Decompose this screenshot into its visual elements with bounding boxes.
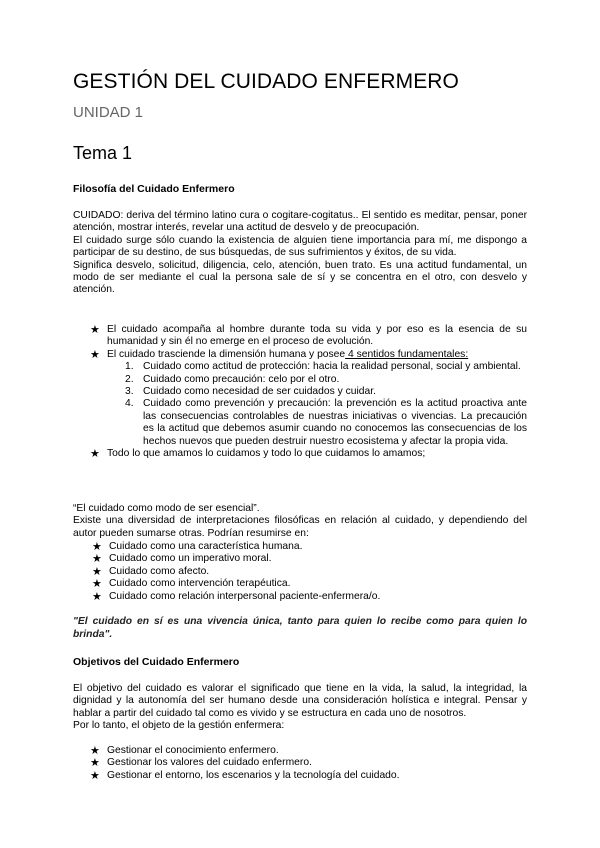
- numbered-item: [125, 386, 527, 398]
- section2-paragraphs: [73, 503, 527, 540]
- list-item: [109, 578, 529, 590]
- paragraph-cuidado-surge: El cuidado surge sólo cuando la existencia de alguien tiene importancia para mí, me dispongo a participar de su destino, de sus búsquedas, de sus sufrimientos y éxitos, de su vida.: [73, 234, 527, 259]
- item-text: Cuidado como actitud de protección: hacia la realidad personal, social y ambiental.: [143, 361, 521, 373]
- bullet-text: Gestionar los valores del cuidado enfermero.: [107, 757, 312, 769]
- numbered-item: [125, 398, 527, 448]
- list-item: [107, 448, 527, 460]
- topic-heading: Tema 1: [73, 143, 133, 163]
- list-item: [109, 541, 529, 553]
- paragraph-modo-de-ser: “El cuidado como modo de ser esencial”.: [73, 503, 260, 514]
- list-item: [109, 591, 529, 603]
- quote-vivencia: "El cuidado en sí es una vivencia única, tanto para quien lo recibe como para quien lo brinda".: [73, 616, 527, 640]
- senses-bullet-list: [107, 324, 527, 460]
- unit-label: UNIDAD 1: [73, 104, 144, 121]
- paragraph-cuidado-definition: CUIDADO: deriva del término latino cura o cogitare-cogitatus.. El sentido es meditar, pensar, poner atención, mostrar interés, revelar una actitud de desvelo y de preocupación.: [73, 210, 527, 234]
- numbered-item: [125, 361, 527, 373]
- senses-numbered-list: [107, 361, 527, 448]
- bullet-text: Cuidado como un imperativo moral.: [109, 553, 272, 565]
- item-number: 1.: [125, 361, 134, 373]
- interpretations-list: [109, 541, 529, 603]
- bullet-text: El cuidado trasciende la dimensión humana y posee: [107, 348, 346, 360]
- item-text: Cuidado como necesidad de ser cuidados y cuidar.: [143, 386, 376, 398]
- list-item: [107, 349, 527, 448]
- bullet-text: Todo lo que amamos lo cuidamos y todo lo que cuidamos lo amamos;: [107, 448, 426, 460]
- paragraph-objetivo: El objetivo del cuidado es valorar el significado que tiene en la vida, la salud, la integridad, la dignidad y la autonomía del ser humano desde una consideración holística e integral. Pensar y hablar a partir del cuidado tal como es vivido y se estructura en cada uno de nosotros.: [73, 683, 527, 719]
- bullet-text: Cuidado como intervención terapéutica.: [109, 578, 291, 590]
- item-number: 3.: [125, 386, 134, 398]
- paragraph-por-lo-tanto: Por lo tanto, el objeto de la gestión enfermera:: [73, 720, 285, 732]
- item-text: Cuidado como precaución: celo por el otro.: [143, 373, 340, 385]
- bullet-text: Cuidado como una característica humana.: [109, 541, 303, 552]
- document-title: GESTIÓN DEL CUIDADO ENFERMERO: [73, 70, 459, 93]
- list-item: [107, 745, 527, 757]
- list-item: [109, 553, 529, 565]
- numbered-item: [125, 373, 527, 386]
- section-heading-filosofia: Filosofía del Cuidado Enfermero: [73, 183, 235, 195]
- bullet-text: Cuidado como relación interpersonal paciente-enfermera/o.: [109, 590, 381, 602]
- list-item: [107, 324, 527, 349]
- list-item: [107, 770, 527, 782]
- bullet-text: Cuidado como afecto.: [109, 565, 210, 577]
- underlined-text: 4 sentidos fundamentales:: [345, 348, 469, 360]
- paragraph-interpretaciones: Existe una diversidad de interpretaciones filosóficas en relación al cuidado, y dependiendo del autor pueden sumarse otras. Podrían resumirse en:: [73, 515, 527, 539]
- objectives-list: [107, 745, 527, 782]
- bullet-text: El cuidado acompaña al hombre durante toda su vida y por eso es la esencia de su humanidad y sin él no emerge en el proceso de evolución.: [107, 324, 527, 348]
- list-item: [109, 566, 529, 578]
- item-number: 4.: [125, 398, 134, 410]
- list-item: [107, 757, 527, 769]
- paragraph-significa: Significa desvelo, solicitud, diligencia, celo, atención, buen trato. Es una actitud fundamental, un modo de ser mediante el cual la persona sale de sí y se concentra en el otro, con desvelo y atención.: [73, 259, 527, 296]
- item-number: 2.: [125, 373, 134, 385]
- bullet-text: Gestionar el conocimiento enfermero.: [107, 745, 279, 756]
- bullet-text: Gestionar el entorno, los escenarios y la tecnología del cuidado.: [107, 769, 400, 781]
- section-heading-objetivos: Objetivos del Cuidado Enfermero: [73, 656, 240, 668]
- section3-paragraphs: [73, 683, 527, 733]
- section1-paragraphs: [73, 210, 527, 297]
- item-text: Cuidado como prevención y precaución: la prevención es la actitud proactiva ante las consecuencias controlables de nuestras iniciativas o vivencias. La precaución es la actitud que debemos asumir cuando no conocemos las consecuencias de los hechos nuevos que pueden destruir nuestro ecosistema y afectar la propia vida.: [143, 398, 527, 447]
